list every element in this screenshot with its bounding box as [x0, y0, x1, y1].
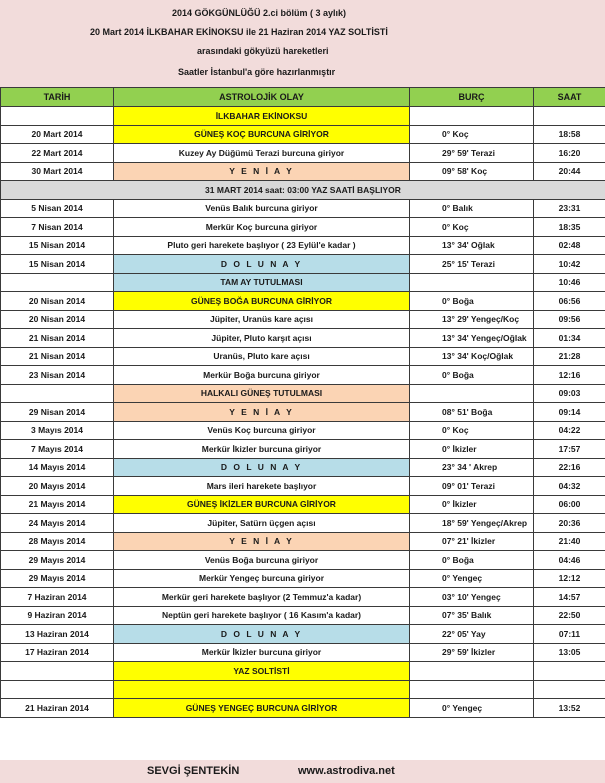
time-cell: 10:46: [534, 273, 605, 292]
time-cell: 07:11: [534, 625, 605, 644]
sign-cell: [410, 384, 534, 403]
sign-cell: 18° 59' Yengeç/Akrep: [410, 514, 534, 533]
table-row: [1, 421, 605, 440]
event-cell: Uranüs, Pluto kare açısı: [114, 347, 410, 366]
sign-cell: [410, 680, 534, 699]
event-cell: Merkür Boğa burcuna giriyor: [114, 366, 410, 385]
header-line-3: arasındaki gökyüzü hareketleri: [197, 46, 329, 56]
table-row: [1, 532, 605, 551]
date-cell: [1, 273, 114, 292]
table-row: [1, 347, 605, 366]
sign-cell: 0° Yengeç: [410, 569, 534, 588]
sign-cell: [410, 662, 534, 681]
event-cell: Y E N İ A Y: [114, 532, 410, 551]
author-name: SEVGİ ŞENTEKİN: [147, 765, 240, 777]
sign-cell: 09° 58' Koç: [410, 162, 534, 181]
event-cell: D O L U N A Y: [114, 625, 410, 644]
table-row: [1, 310, 605, 329]
header-subtitle: 20 Mart 2014 İLKBAHAR EKİNOKSU ile 21 Haziran 2014 YAZ SOLTİSTİ: [90, 27, 388, 37]
time-cell: 12:12: [534, 569, 605, 588]
time-cell: 16:20: [534, 144, 605, 163]
sign-cell: 0° Balık: [410, 199, 534, 218]
time-cell: 02:48: [534, 236, 605, 255]
section-band-text: 31 MART 2014 saat: 03:00 YAZ SAATİ BAŞLIYOR: [1, 181, 605, 200]
table-row: [1, 403, 605, 422]
event-cell: GÜNEŞ BOĞA BURCUNA GİRİYOR: [114, 292, 410, 311]
sign-cell: 0° Boğa: [410, 366, 534, 385]
time-cell: 13:05: [534, 643, 605, 662]
sign-cell: 0° Boğa: [410, 551, 534, 570]
time-cell: 09:56: [534, 310, 605, 329]
time-cell: 09:14: [534, 403, 605, 422]
event-cell: Y E N İ A Y: [114, 162, 410, 181]
table-row: [1, 199, 605, 218]
date-cell: 21 Nisan 2014: [1, 329, 114, 348]
date-cell: 29 Mayıs 2014: [1, 551, 114, 570]
event-cell: HALKALI GÜNEŞ TUTULMASI: [114, 384, 410, 403]
table-row: [1, 662, 605, 681]
table-row: [1, 606, 605, 625]
table-row: [1, 625, 605, 644]
table-row: [1, 236, 605, 255]
time-cell: 04:22: [534, 421, 605, 440]
date-cell: 29 Mayıs 2014: [1, 569, 114, 588]
table-row: [1, 144, 605, 163]
event-cell: Venüs Balık burcuna giriyor: [114, 199, 410, 218]
sign-cell: 08° 51' Boğa: [410, 403, 534, 422]
table-row: [1, 273, 605, 292]
date-cell: 21 Haziran 2014: [1, 699, 114, 718]
time-cell: 22:16: [534, 458, 605, 477]
time-cell: 04:32: [534, 477, 605, 496]
event-cell: D O L U N A Y: [114, 255, 410, 274]
sign-cell: [410, 273, 534, 292]
event-cell: Jüpiter, Uranüs kare açısı: [114, 310, 410, 329]
time-cell: 17:57: [534, 440, 605, 459]
event-cell: D O L U N A Y: [114, 458, 410, 477]
event-cell: Venüs Boğa burcuna giriyor: [114, 551, 410, 570]
table-row: [1, 218, 605, 237]
event-cell: Kuzey Ay Düğümü Terazi burcuna giriyor: [114, 144, 410, 163]
time-cell: 20:36: [534, 514, 605, 533]
event-cell: Y E N İ A Y: [114, 403, 410, 422]
table-row: [1, 588, 605, 607]
sign-cell: 22° 05' Yay: [410, 625, 534, 644]
date-cell: 21 Mayıs 2014: [1, 495, 114, 514]
date-cell: 15 Nisan 2014: [1, 255, 114, 274]
time-cell: 06:00: [534, 495, 605, 514]
event-cell: Mars ileri harekete başlıyor: [114, 477, 410, 496]
events-table: [0, 87, 605, 718]
date-cell: 14 Mayıs 2014: [1, 458, 114, 477]
sign-cell: 29° 59' Terazi: [410, 144, 534, 163]
header-title: 2014 GÖKGÜNLÜĞÜ 2.ci bölüm ( 3 aylık): [172, 8, 347, 18]
sign-cell: 0° İkizler: [410, 440, 534, 459]
date-cell: [1, 662, 114, 681]
date-cell: 22 Mart 2014: [1, 144, 114, 163]
date-cell: [1, 680, 114, 699]
event-cell: GÜNEŞ İKİZLER BURCUNA GİRİYOR: [114, 495, 410, 514]
date-cell: 17 Haziran 2014: [1, 643, 114, 662]
table-row: [1, 125, 605, 144]
sign-cell: 13° 34' Koç/Oğlak: [410, 347, 534, 366]
date-cell: 28 Mayıs 2014: [1, 532, 114, 551]
sign-cell: 07° 35' Balık: [410, 606, 534, 625]
time-cell: 13:52: [534, 699, 605, 718]
section-band-row: [1, 181, 605, 200]
time-cell: 09:03: [534, 384, 605, 403]
time-cell: 12:16: [534, 366, 605, 385]
table-row: [1, 255, 605, 274]
table-row: [1, 162, 605, 181]
table-row: [1, 329, 605, 348]
header-block: [0, 0, 605, 87]
date-cell: [1, 107, 114, 126]
event-cell: Jüpiter, Satürn üçgen açısı: [114, 514, 410, 533]
sign-cell: 07° 21' İkizler: [410, 532, 534, 551]
table-row: [1, 569, 605, 588]
column-header-date: TARİH: [1, 88, 114, 107]
date-cell: 30 Mart 2014: [1, 162, 114, 181]
time-cell: 01:34: [534, 329, 605, 348]
sign-cell: 0° Yengeç: [410, 699, 534, 718]
sign-cell: 0° Boğa: [410, 292, 534, 311]
sign-cell: 0° Koç: [410, 421, 534, 440]
date-cell: 21 Nisan 2014: [1, 347, 114, 366]
table-row: [1, 366, 605, 385]
table-row: [1, 495, 605, 514]
time-cell: 18:35: [534, 218, 605, 237]
date-cell: 29 Nisan 2014: [1, 403, 114, 422]
table-row: [1, 699, 605, 718]
event-cell: İLKBAHAR EKİNOKSU: [114, 107, 410, 126]
date-cell: 3 Mayıs 2014: [1, 421, 114, 440]
column-header-event: ASTROLOJİK OLAY: [114, 88, 410, 107]
table-row: [1, 514, 605, 533]
time-cell: 10:42: [534, 255, 605, 274]
time-cell: 06:56: [534, 292, 605, 311]
date-cell: 7 Mayıs 2014: [1, 440, 114, 459]
date-cell: 13 Haziran 2014: [1, 625, 114, 644]
event-cell: GÜNEŞ KOÇ BURCUNA GİRİYOR: [114, 125, 410, 144]
sign-cell: 23° 34 ' Akrep: [410, 458, 534, 477]
event-cell: Merkür İkizler burcuna giriyor: [114, 440, 410, 459]
sign-cell: [410, 107, 534, 126]
table-row: [1, 384, 605, 403]
date-cell: 9 Haziran 2014: [1, 606, 114, 625]
event-cell: Merkür geri harekete başlıyor (2 Temmuz'a kadar): [114, 588, 410, 607]
time-cell: 21:28: [534, 347, 605, 366]
table-row: [1, 643, 605, 662]
event-cell: Merkür Yengeç burcuna giriyor: [114, 569, 410, 588]
time-cell: 22:50: [534, 606, 605, 625]
table-body: [1, 107, 605, 718]
date-cell: 20 Mart 2014: [1, 125, 114, 144]
sign-cell: 13° 34' Oğlak: [410, 236, 534, 255]
website-link: www.astrodiva.net: [298, 765, 395, 777]
table-row: [1, 107, 605, 126]
date-cell: 5 Nisan 2014: [1, 199, 114, 218]
time-cell: 21:40: [534, 532, 605, 551]
sign-cell: 0° Koç: [410, 125, 534, 144]
table-row: [1, 477, 605, 496]
event-cell: TAM AY TUTULMASI: [114, 273, 410, 292]
event-cell: Jüpiter, Pluto karşıt açısı: [114, 329, 410, 348]
sign-cell: 09° 01' Terazi: [410, 477, 534, 496]
event-cell: GÜNEŞ YENGEÇ BURCUNA GİRİYOR: [114, 699, 410, 718]
table-header-row: [1, 88, 605, 107]
sign-cell: 25° 15' Terazi: [410, 255, 534, 274]
event-cell: Merkür Koç burcuna giriyor: [114, 218, 410, 237]
date-cell: 7 Haziran 2014: [1, 588, 114, 607]
event-cell: Pluto geri harekete başlıyor ( 23 Eylül'e kadar ): [114, 236, 410, 255]
table-row: [1, 458, 605, 477]
table-row: [1, 292, 605, 311]
date-cell: 20 Nisan 2014: [1, 292, 114, 311]
footer-block: [0, 760, 605, 783]
date-cell: 23 Nisan 2014: [1, 366, 114, 385]
date-cell: 15 Nisan 2014: [1, 236, 114, 255]
time-cell: [534, 662, 605, 681]
time-cell: [534, 680, 605, 699]
sign-cell: 0° İkizler: [410, 495, 534, 514]
time-cell: 23:31: [534, 199, 605, 218]
column-header-time: SAAT: [534, 88, 605, 107]
column-header-sign: BURÇ: [410, 88, 534, 107]
event-cell: Venüs Koç burcuna giriyor: [114, 421, 410, 440]
time-cell: 20:44: [534, 162, 605, 181]
header-line-4: Saatler İstanbul'a göre hazırlanmıştır: [178, 67, 336, 77]
date-cell: 20 Mayıs 2014: [1, 477, 114, 496]
table-row: [1, 440, 605, 459]
event-cell: Neptün geri harekete başlıyor ( 16 Kasım'a kadar): [114, 606, 410, 625]
sign-cell: 0° Koç: [410, 218, 534, 237]
table-row: [1, 680, 605, 699]
time-cell: 04:46: [534, 551, 605, 570]
time-cell: 14:57: [534, 588, 605, 607]
sign-cell: 29° 59' İkizler: [410, 643, 534, 662]
date-cell: 24 Mayıs 2014: [1, 514, 114, 533]
sign-cell: 13° 29' Yengeç/Koç: [410, 310, 534, 329]
time-cell: 18:58: [534, 125, 605, 144]
date-cell: [1, 384, 114, 403]
time-cell: [534, 107, 605, 126]
date-cell: 20 Nisan 2014: [1, 310, 114, 329]
event-cell: [114, 680, 410, 699]
table-row: [1, 551, 605, 570]
sign-cell: 03° 10' Yengeç: [410, 588, 534, 607]
event-cell: Merkür İkizler burcuna giriyor: [114, 643, 410, 662]
event-cell: YAZ SOLTİSTİ: [114, 662, 410, 681]
date-cell: 7 Nisan 2014: [1, 218, 114, 237]
sign-cell: 13° 34' Yengeç/Oğlak: [410, 329, 534, 348]
